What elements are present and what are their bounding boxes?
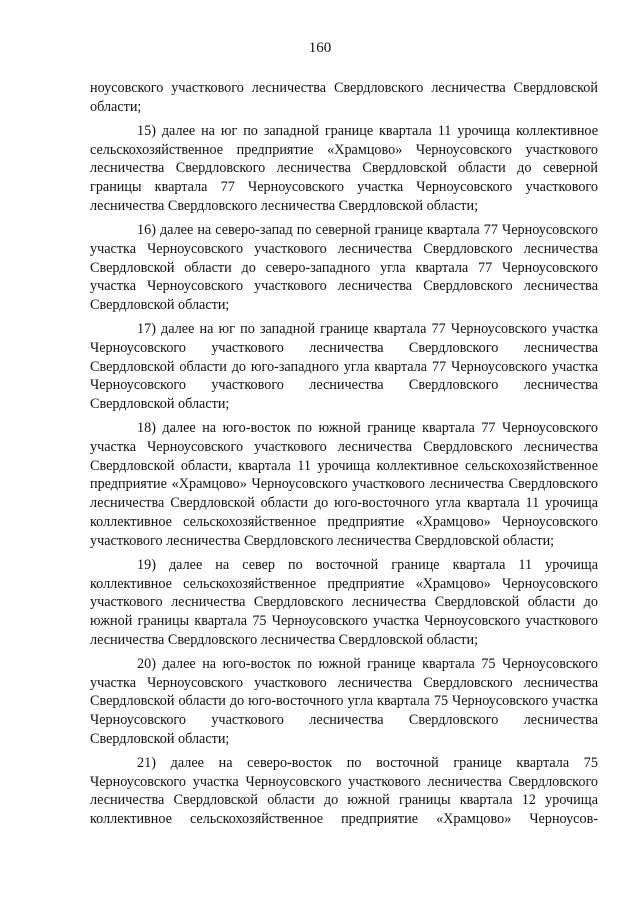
- paragraph-item-18: 18) далее на юго-восток по южной границе квартала 77 Черноусовского участка Черноусовского участкового лесничества Свердловского лесничества Свердловской области, квартала 11 урочища коллективное сельскохозяйственное предприятие «Храмцово» Черноусовского участкового лесничества Свердловского лесничества Свердловской области до юго-восточного угла квартала 11 урочища коллективное сельскохозяйственное предприятие «Храмцово» Черноусовского участкового лесничества Свердловского лесничества Свердловской области;: [90, 420, 598, 549]
- page-number: 160: [308, 40, 332, 56]
- document-body: [90, 79, 598, 834]
- paragraph-item-20: 20) далее на юго-восток по южной границе квартала 75 Черноусовского участка Черноусовского участкового лесничества Свердловского лесничества Свердловской области до юго-восточного угла квартала 75 Черноусовского участка Черноусовского участкового лесничества Свердловского лесничества Свердловской области;: [90, 655, 598, 747]
- paragraph-item-19: 19) далее на север по восточной границе квартала 11 урочища коллективное сельскохозяйственное предприятие «Храмцово» Черноусовского участкового лесничества Свердловского лесничества Свердловской области до южной границы квартала 75 Черноусовского участка Черноусовского участкового лесничества Свердловского лесничества Свердловской области;: [90, 556, 598, 648]
- paragraph-item-15: 15) далее на юг по западной границе квартала 11 урочища коллективное сельскохозяйственное предприятие «Храмцово» Черноусовского участкового лесничества Свердловского лесничества Свердловской области до северной границы квартала 77 Черноусовского участка Черноусовского участкового лесничества Свердловского лесничества Свердловской области;: [90, 123, 598, 214]
- paragraph-item-17: 17) далее на юг по западной границе квартала 77 Черноусовского участка Черноусовского участкового лесничества Свердловского лесничества Свердловской области до юго-западного угла квартала 77 Черноусовского участка Черноусовского участкового лесничества Свердловского лесничества Свердловской области;: [90, 321, 598, 413]
- paragraph-item-16: 16) далее на северо-запад по северной границе квартала 77 Черноусовского участка Черноусовского участкового лесничества Свердловского лесничества Свердловской области до северо-западного угла квартала 77 Черноусовского участка Черноусовского участкового лесничества Свердловского лесничества Свердловской области;: [90, 222, 598, 313]
- paragraph-continuation: ноусовского участкового лесничества Свердловского лесничества Свердловской области;: [90, 80, 598, 115]
- paragraph-item-21: 21) далее на северо-восток по восточной границе квартала 75 Черноусовского участка Черноусовского участкового лесничества Свердловского лесничества Свердловской области до южной границы квартала 12 урочища коллективное сельскохозяйственное предприятие «Храмцово» Черноусов-: [90, 755, 598, 828]
